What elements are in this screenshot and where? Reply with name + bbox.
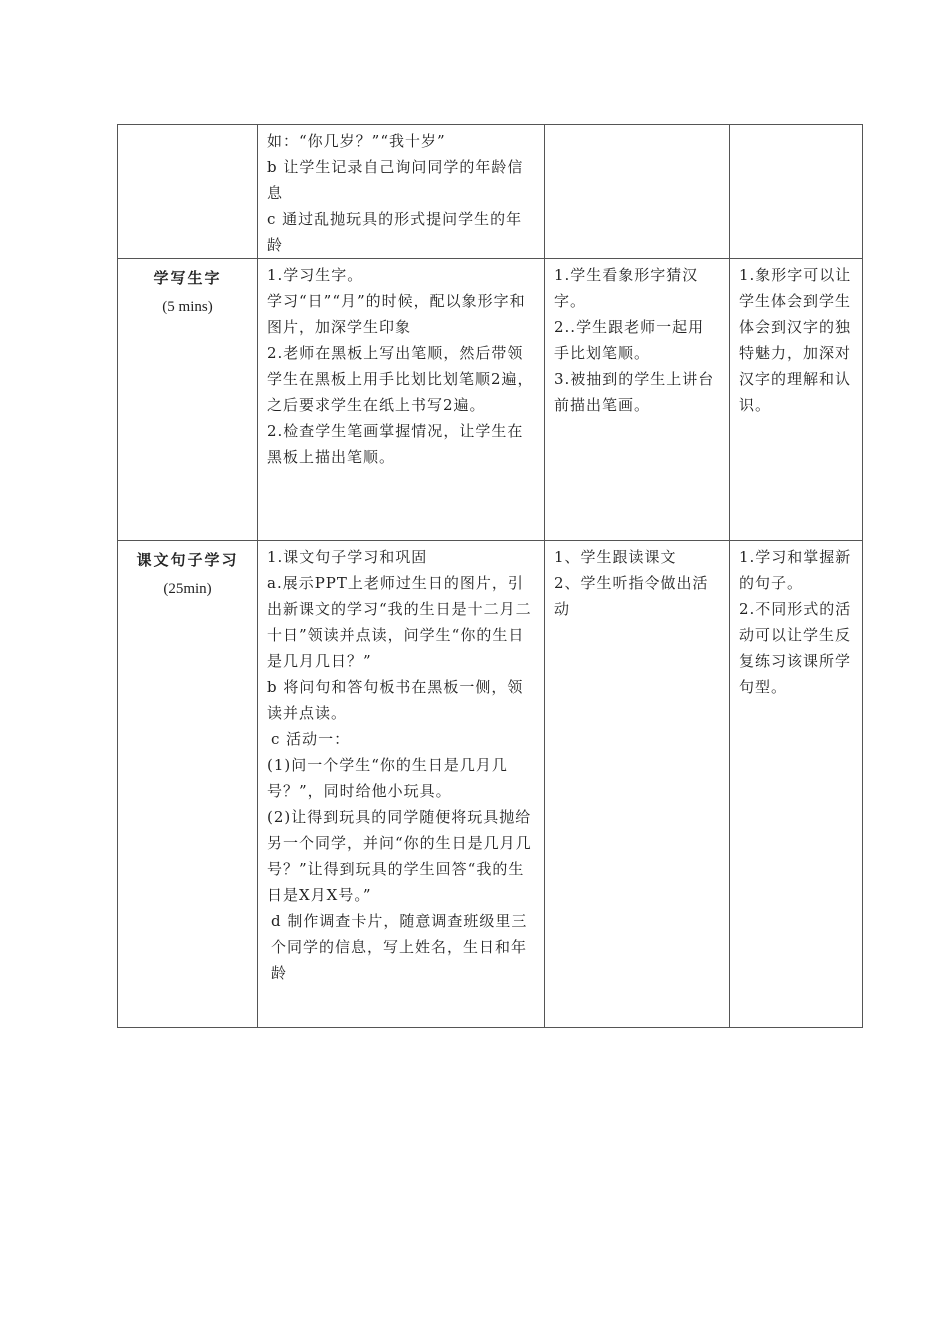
student-line: 2..学生跟老师一起用手比划笔顺。 xyxy=(554,318,705,362)
stage-name: 课文句子学习 xyxy=(136,551,239,569)
activity-line: 2.老师在黑板上写出笔顺，然后带领学生在黑板上用手比划比划笔顺2遍，之后要求学生在纸上书写2遍。 xyxy=(267,344,534,414)
purpose-line: 2.不同形式的活动可以让学生反复练习该课所学句型。 xyxy=(739,600,852,696)
activity-line: 如：“你几岁？”“我十岁” xyxy=(267,132,446,150)
student-line: 1.学生看象形字猜汉字。 xyxy=(554,266,699,310)
activity-line: c 活动一： xyxy=(271,730,351,748)
activity-line: b 将问句和答句板书在黑板一侧，领读并点读。 xyxy=(267,678,524,722)
activity-line: 2.检查学生笔画掌握情况，让学生在黑板上描出笔顺。 xyxy=(267,422,524,466)
student-cell xyxy=(545,259,730,541)
table-row xyxy=(118,259,863,541)
stage-name: 学写生字 xyxy=(153,269,222,287)
activity-line: c 通过乱抛玩具的形式提问学生的年龄 xyxy=(267,210,523,254)
stage-cell xyxy=(118,259,258,541)
activity-line: (1)问一个学生“你的生日是几月几号？”，同时给他小玩具。 xyxy=(267,756,508,800)
activity-cell xyxy=(258,125,545,259)
activity-line: 学习“日”“月”的时候，配以象形字和图片，加深学生印象 xyxy=(267,292,526,336)
student-line: 1、学生跟读课文 xyxy=(554,548,677,566)
stage-time: (5 mins) xyxy=(162,299,213,315)
activity-line: a.展示PPT上老师过生日的图片，引出新课文的学习“我的生日是十二月二十日”领读并点读，问学生“你的生日是几月几日？” xyxy=(267,574,532,670)
activity-line: d 制作调查卡片，随意调查班级里三个同学的信息，写上姓名，生日和年龄 xyxy=(271,912,528,982)
student-cell xyxy=(545,541,730,1028)
student-line: 3.被抽到的学生上讲台前描出笔画。 xyxy=(554,370,715,414)
stage-cell xyxy=(118,125,258,259)
activity-line: (2)让得到玩具的同学随便将玩具抛给另一个同学，并问“你的生日是几月几号？”让得到玩具的学生回答“我的生日是X月X号。” xyxy=(267,808,532,904)
activity-line: 1.课文句子学习和巩固 xyxy=(267,548,428,566)
stage-time: (25min) xyxy=(163,581,212,597)
activity-line: b 让学生记录自己询问同学的年龄信息 xyxy=(267,158,524,202)
activity-cell xyxy=(258,541,545,1028)
purpose-cell xyxy=(730,259,863,541)
student-cell xyxy=(545,125,730,259)
activity-cell xyxy=(258,259,545,541)
purpose-line: 1.学习和掌握新的句子。 xyxy=(739,548,852,592)
purpose-cell xyxy=(730,541,863,1028)
purpose-line: 1.象形字可以让学生体会到学生体会到汉字的独特魅力，加深对汉字的理解和认识。 xyxy=(739,266,852,414)
purpose-cell xyxy=(730,125,863,259)
table-row xyxy=(118,541,863,1028)
table-row xyxy=(118,125,863,259)
lesson-plan-table xyxy=(117,124,863,1028)
student-line: 2、学生听指令做出活动 xyxy=(554,574,709,618)
stage-cell xyxy=(118,541,258,1028)
activity-line: 1.学习生字。 xyxy=(267,266,364,284)
